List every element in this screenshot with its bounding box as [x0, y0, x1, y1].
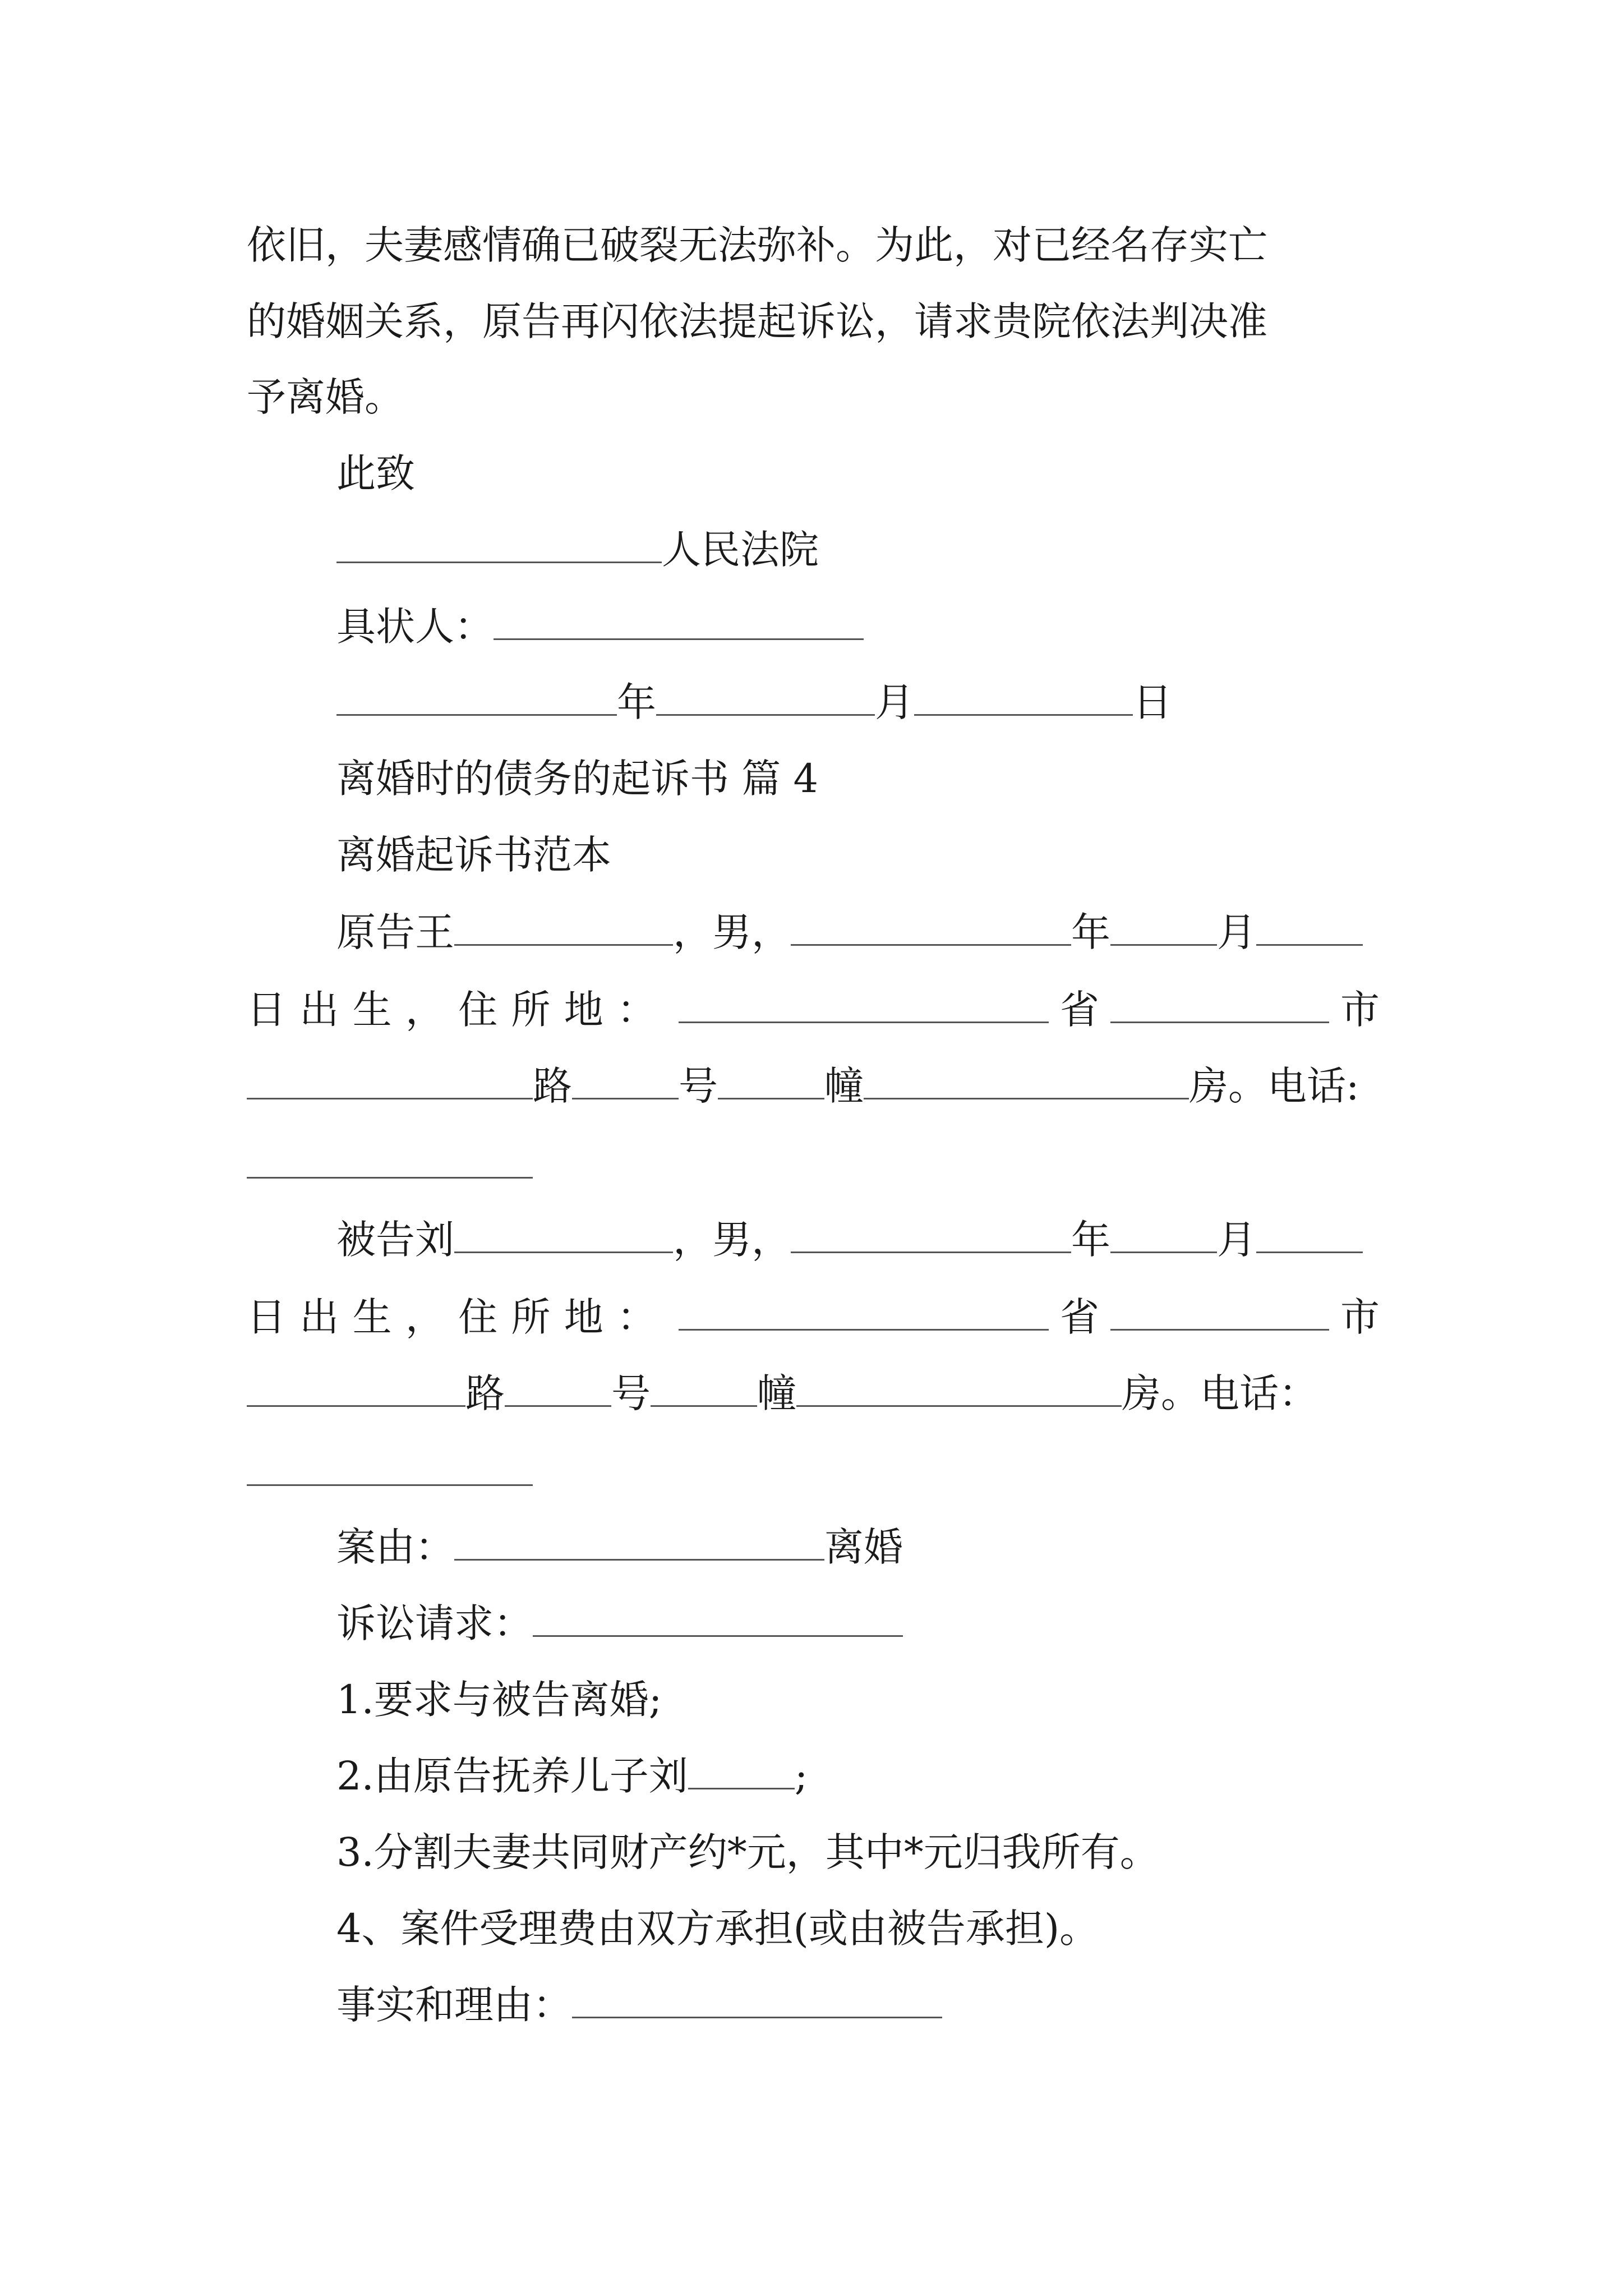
defendant-province: 省	[1060, 1294, 1099, 1340]
cause-line	[336, 1519, 903, 1575]
char: 日	[247, 987, 286, 1033]
facts-label: 事实和理由：	[336, 1982, 572, 2028]
intro-line-3: 予离婚。	[247, 374, 404, 420]
char: ：	[616, 987, 656, 1033]
month-blank	[656, 675, 875, 716]
defendant-number: 号	[611, 1370, 651, 1416]
plaintiff-name-blank	[454, 905, 673, 946]
claim-item-2	[336, 1748, 808, 1804]
plaintiff-month-blank	[1110, 905, 1217, 946]
plaintiff-line-3	[247, 1058, 1359, 1114]
defendant-birth-address	[247, 1289, 656, 1345]
plaintiff-day-blank	[1256, 905, 1363, 946]
defendant-road-blank	[505, 1366, 611, 1407]
plaintiff-prefix: 原告王	[336, 909, 454, 955]
defendant-day-blank	[1256, 1212, 1363, 1253]
court-blank	[336, 522, 662, 563]
char: 生	[352, 1294, 392, 1340]
date-line	[336, 674, 1172, 730]
claim-item-1: 1.要求与被告离婚;	[336, 1677, 662, 1723]
defendant-road: 路	[465, 1370, 505, 1416]
plaintiff-room-phone: 房。电话:	[1189, 1063, 1359, 1109]
defendant-province-blank	[1110, 1290, 1329, 1331]
plaintiff-number: 号	[679, 1063, 718, 1109]
defendant-phone-blank	[247, 1484, 533, 1486]
plaintiff-road-blank	[572, 1059, 679, 1099]
defendant-line-1	[336, 1212, 1363, 1268]
defendant-month: 月	[1217, 1217, 1256, 1263]
char: 生	[352, 987, 392, 1033]
defendant-room-phone: 房。电话：	[1122, 1370, 1318, 1416]
claims-line	[336, 1595, 903, 1651]
char: ，	[405, 987, 445, 1033]
facts-line	[336, 1977, 942, 2033]
section-subheading: 离婚起诉书范本	[336, 832, 611, 878]
defendant-city-blank	[247, 1366, 465, 1407]
intro-line-1: 依旧，夫妻感情确已破裂无法弥补。为此，对已经名存实亡	[247, 222, 1267, 268]
defendant-year-blank	[791, 1212, 1071, 1253]
plaintiff-line-2	[247, 982, 1380, 1038]
plaintiff-number-blank	[718, 1059, 824, 1099]
defendant-prefix: 被告刘	[336, 1217, 454, 1263]
cause-suffix: 离婚	[824, 1524, 903, 1570]
plaintiff-phone-blank	[247, 1177, 533, 1179]
plaintiff-gender: ，男，	[673, 909, 791, 955]
plaintiff-year-blank	[791, 905, 1071, 946]
year-blank	[336, 675, 617, 716]
defendant-address-blank	[679, 1290, 1049, 1331]
cause-blank	[454, 1520, 824, 1561]
char: 住	[458, 987, 498, 1033]
year-label: 年	[617, 679, 656, 725]
char: 地	[564, 1294, 603, 1340]
day-label: 日	[1133, 679, 1172, 725]
court-suffix: 人民法院	[662, 527, 819, 573]
char: 出	[299, 1294, 339, 1340]
defendant-number-blank	[651, 1366, 757, 1407]
defendant-building: 幢	[757, 1370, 796, 1416]
char: ：	[616, 1294, 656, 1340]
claim-item-3: 3.分割夫妻共同财产约*元，其中*元归我所有。	[336, 1829, 1159, 1875]
char: 出	[299, 987, 339, 1033]
plaintiff-road: 路	[533, 1063, 572, 1109]
plaintiff-address-blank	[679, 982, 1049, 1023]
char: 地	[564, 987, 603, 1033]
defendant-line-2	[247, 1289, 1380, 1345]
char: 所	[511, 1294, 551, 1340]
defendant-gender: ，男，	[673, 1217, 791, 1263]
plaintiff-province-blank	[1110, 982, 1329, 1023]
char: 住	[458, 1294, 498, 1340]
facts-blank	[572, 1977, 942, 2018]
claims-blank	[533, 1596, 903, 1637]
plaintiff-province: 省	[1060, 987, 1099, 1033]
claim-item-4: 4、案件受理费由双方承担(或由被告承担)。	[336, 1906, 1099, 1952]
claims-label: 诉讼请求：	[336, 1600, 533, 1646]
plaintiff-birth-address	[247, 982, 656, 1038]
defendant-city: 市	[1340, 1294, 1380, 1340]
plaintiff-line-1	[336, 904, 1363, 960]
defendant-name-blank	[454, 1212, 673, 1253]
section-heading: 离婚时的债务的起诉书 篇 4	[336, 756, 819, 802]
signer-line	[336, 599, 864, 655]
defendant-building-blank	[796, 1366, 1122, 1407]
plaintiff-city: 市	[1340, 987, 1380, 1033]
plaintiff-building: 幢	[824, 1063, 864, 1109]
char: 所	[511, 987, 551, 1033]
signer-blank	[494, 599, 864, 640]
plaintiff-building-blank	[864, 1059, 1189, 1099]
claim-item-2-suffix: ;	[794, 1753, 808, 1799]
son-name-blank	[688, 1749, 795, 1789]
salutation: 此致	[336, 450, 415, 496]
court-line	[336, 522, 819, 578]
defendant-line-3	[247, 1365, 1318, 1421]
plaintiff-city-blank	[247, 1059, 533, 1099]
day-blank	[914, 675, 1133, 716]
intro-line-2: 的婚姻关系，原告再闪依法提起诉讼，请求贵院依法判决准	[247, 298, 1267, 344]
defendant-month-blank	[1110, 1212, 1217, 1253]
plaintiff-month: 月	[1217, 909, 1256, 955]
plaintiff-year: 年	[1071, 909, 1110, 955]
char: 日	[247, 1294, 286, 1340]
cause-label: 案由：	[336, 1524, 454, 1570]
month-label: 月	[875, 679, 914, 725]
signer-label: 具状人：	[336, 604, 494, 650]
defendant-year: 年	[1071, 1217, 1110, 1263]
claim-item-2-prefix: 2.由原告抚养儿子刘	[336, 1753, 688, 1799]
char: ，	[405, 1294, 445, 1340]
